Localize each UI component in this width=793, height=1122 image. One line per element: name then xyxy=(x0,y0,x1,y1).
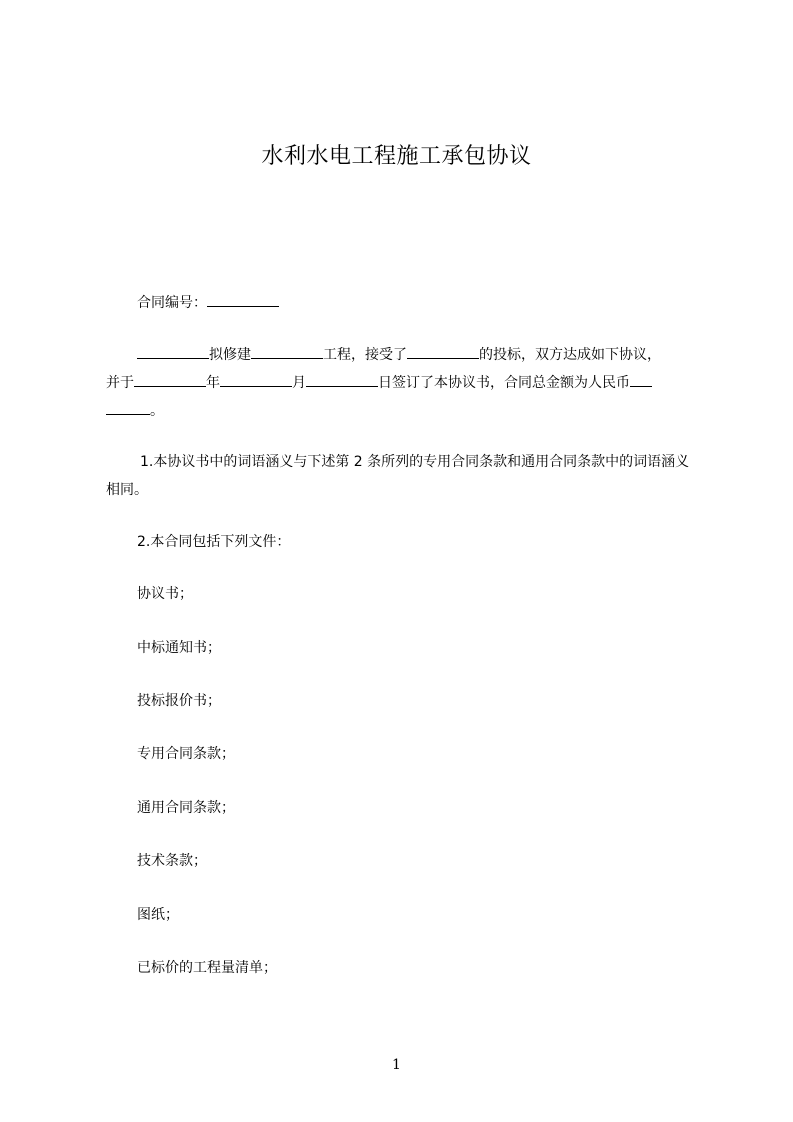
intro-line-3 xyxy=(106,400,164,421)
contract-number-label: 合同编号： xyxy=(137,295,207,311)
list-item: 技术条款； xyxy=(137,853,207,869)
bidder-blank xyxy=(407,344,479,359)
list-item: 中标通知书； xyxy=(137,640,221,656)
list-item: 专用合同条款； xyxy=(137,746,235,762)
list-item: 协议书； xyxy=(137,586,193,602)
intro-text-7: 日签订了本协议书，合同总金额为人民币 xyxy=(378,375,630,391)
month-blank xyxy=(220,372,292,387)
list-item: 已标价的工程量清单； xyxy=(137,960,277,976)
list-item: 通用合同条款； xyxy=(137,800,235,816)
list-item: 图纸； xyxy=(137,907,179,923)
intro-text-2: 工程，接受了 xyxy=(323,347,407,363)
intro-line-1 xyxy=(137,344,661,365)
day-blank xyxy=(306,372,378,387)
intro-text-1: 拟修建 xyxy=(209,347,251,363)
contract-number-blank xyxy=(207,292,279,307)
intro-text-8: 。 xyxy=(150,403,164,419)
project-blank xyxy=(251,344,323,359)
list-item: 投标报价书； xyxy=(137,693,221,709)
intro-line-2 xyxy=(106,372,652,393)
amount-blank-a xyxy=(630,372,652,387)
clause-2: 2.本合同包括下列文件： xyxy=(137,534,291,550)
contract-number-line xyxy=(137,292,279,313)
intro-text-4: 并于 xyxy=(106,375,134,391)
amount-blank-b xyxy=(106,400,150,415)
document-title: 水利水电工程施工承包协议 xyxy=(261,144,532,169)
page-number: 1 xyxy=(392,1057,401,1073)
year-blank xyxy=(134,372,206,387)
intro-text-6: 月 xyxy=(292,375,306,391)
intro-text-3: 的投标，双方达成如下协议， xyxy=(479,347,661,363)
clause-1: 1.本协议书中的词语涵义与下述第 2 条所列的专用合同条款和通用合同条款中的词语涵义相同。 xyxy=(106,454,690,498)
employer-blank xyxy=(137,344,209,359)
intro-text-5: 年 xyxy=(206,375,220,391)
